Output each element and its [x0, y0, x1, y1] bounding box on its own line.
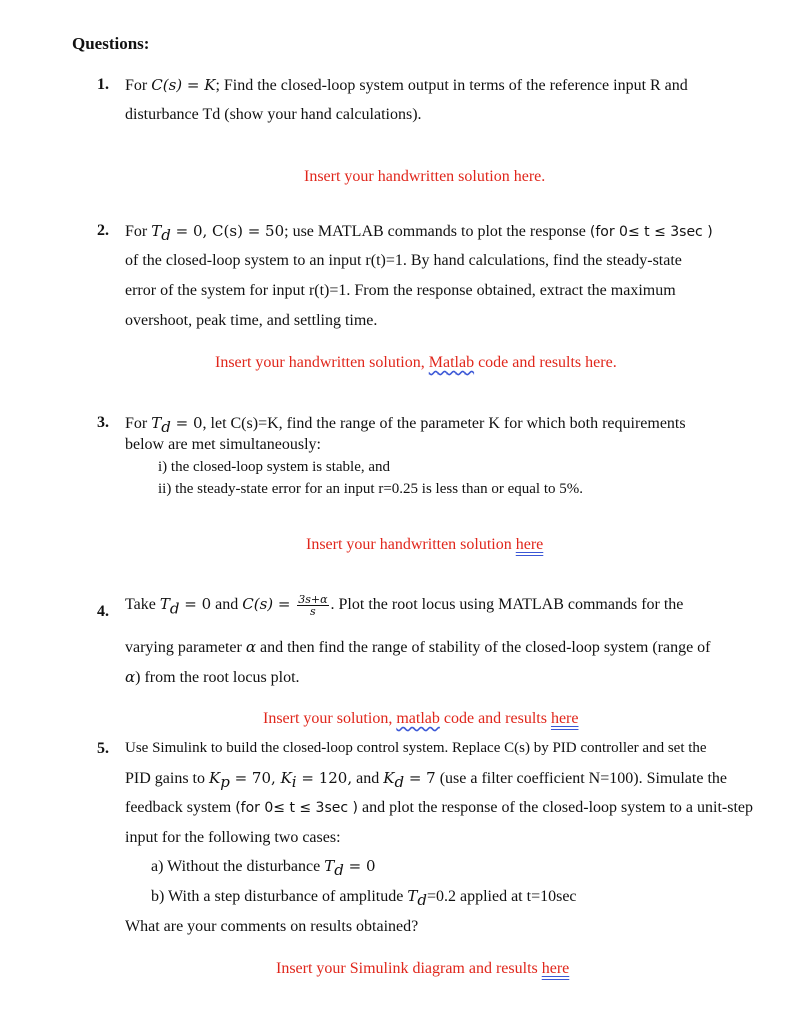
q4-insert-prompt: Insert your solution, matlab code and results here [263, 710, 579, 727]
q5-comments: What are your comments on results obtained? [125, 918, 419, 935]
q5-line-3: feedback system (for 0≤ t ≤ 3sec ) and plot the response of the closed-loop system to a unit-step [125, 799, 754, 816]
q5-insert-prompt: Insert your Simulink diagram and results here [276, 960, 570, 977]
q3-item-ii: ii) the steady-state error for an input r=0.25 is less than or equal to 5%. [158, 481, 584, 497]
q3-line-1: For $T_d = 0$, let C(s)=K, find the range of the parameter K for which both requirements [125, 414, 686, 437]
q5-item-b: b) With a step disturbance of amplitude $T_d=0.2$ applied at t=10sec [151, 887, 577, 910]
q3-number: 3. [97, 414, 109, 431]
q1-line-2: disturbance Td (show your hand calculations). [125, 106, 422, 123]
q4-line-3: α) from the root locus plot. [125, 668, 300, 686]
q3-insert-prompt: Insert your handwritten solution here [306, 536, 544, 553]
q2-line-3: error of the system for input r(t)=1. From the response obtained, extract the maximum [125, 282, 676, 299]
q1-insert-prompt: Insert your handwritten solution here. [304, 168, 546, 185]
q2-line-4: overshoot, peak time, and settling time. [125, 312, 378, 329]
q4-fraction: $\frac{3s+\alpha}{s}$ [298, 593, 328, 618]
q1-number: 1. [97, 76, 109, 93]
q2-insert-prompt: Insert your handwritten solution, Matlab code and results here. [215, 354, 617, 371]
q2-line-2: of the closed-loop system to an input r(t)=1. By hand calculations, find the steady-state [125, 252, 682, 269]
q5-line-4: input for the following two cases: [125, 829, 341, 846]
q3-item-i: i) the closed-loop system is stable, and [158, 459, 391, 475]
spellcheck-underline: Matlab [428, 354, 475, 371]
page-title: Questions: [72, 34, 150, 53]
q5-line-2: PID gains to $K_p = 70$, $K_i = 120$, and $K_d = 7$ (use a filter coefficient N=100). Simulate the [125, 769, 727, 792]
q1-line-1: For C(s) = K; Find the closed-loop system output in terms of the reference input R and [125, 76, 688, 94]
q4-line-2: varying parameter α and then find the range of stability of the closed-loop system (range of [125, 638, 711, 656]
q2-line-1: For $T_d = 0$, C(s) = 50; use MATLAB commands to plot the response (for 0≤ t ≤ 3sec ) [125, 222, 713, 245]
q2-number: 2. [97, 222, 109, 239]
q4-line-1: Take $T_d = 0$ and C(s) = $\frac{3s+\alpha}{s}$ . Plot the root locus using MATLAB commands for the [125, 593, 684, 618]
q1-math: C(s) = K [151, 76, 216, 94]
q5-number: 5. [97, 740, 109, 757]
q5-line-1: Use Simulink to build the closed-loop control system. Replace C(s) by PID controller and set the [125, 740, 707, 756]
q5-item-a: a) Without the disturbance $T_d = 0$ [151, 857, 376, 880]
q3-line-2: below are met simultaneously: [125, 436, 321, 453]
q4-number: 4. [97, 603, 109, 620]
